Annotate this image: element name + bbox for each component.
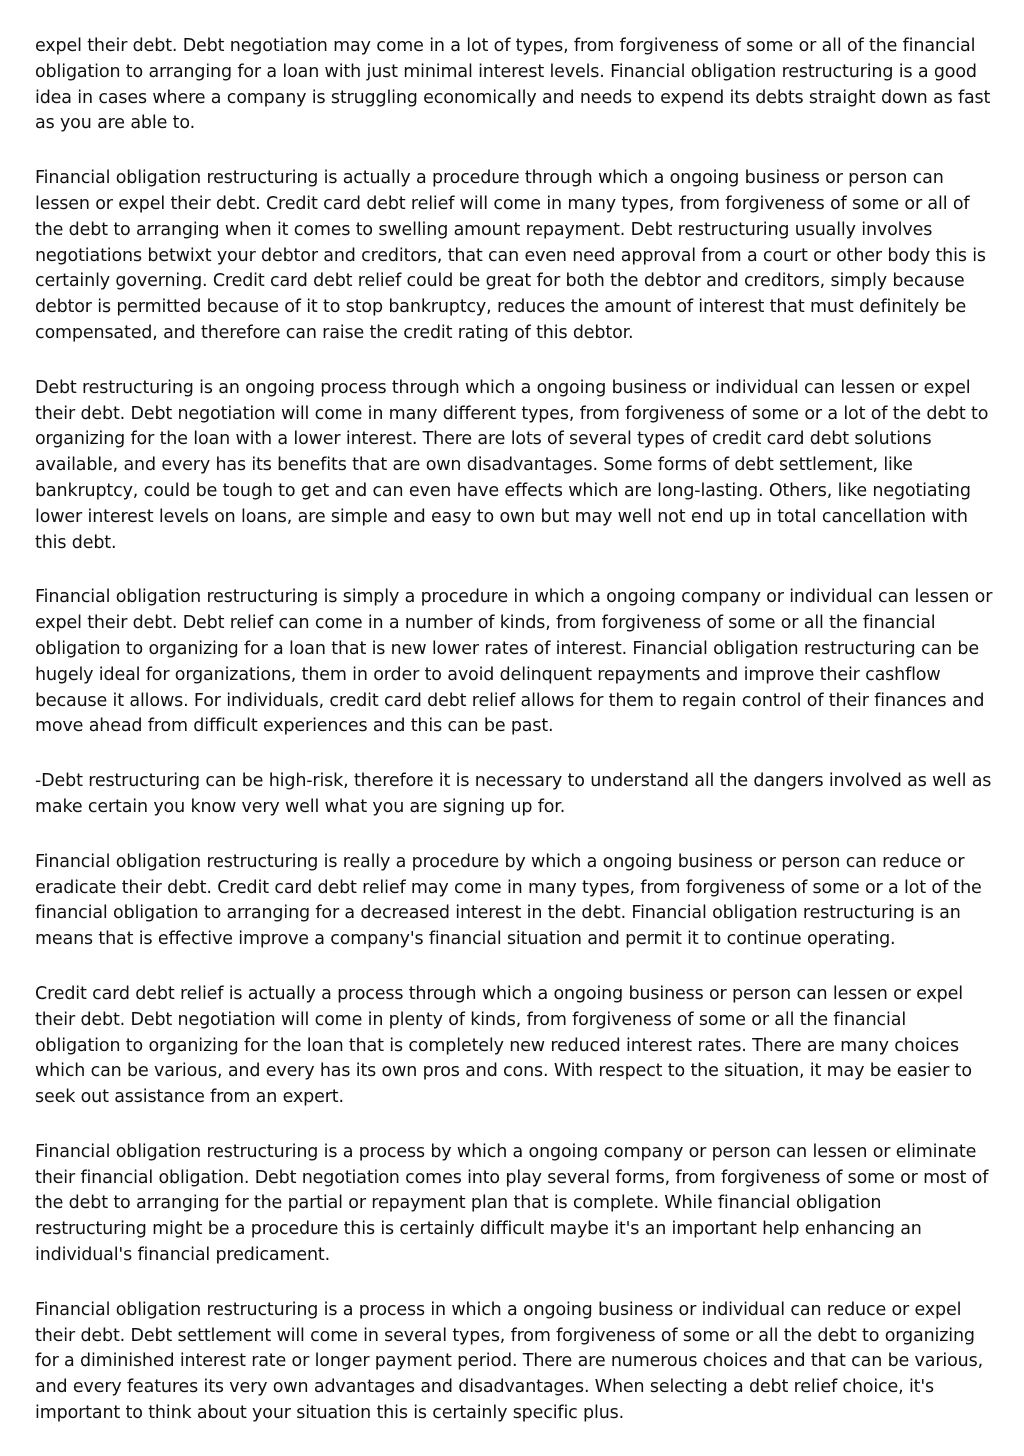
paragraph-4: Financial obligation restructuring is simply a procedure in which a ongoing company or individual can lessen or expel their debt. Debt relief can come in a number of kinds, from forgiveness of some or all the financial obligation to organizing for a loan that is new lower rates of interest. Financial obligation restructuring can be hugely ideal for organizations, them in order to avoid delinquent repayments and improve their cashflow because it allows. For individuals, credit card debt relief allows for them to regain control of their finances and move ahead from difficult experiences and this can be past. [35, 587, 993, 737]
paragraph-6: Financial obligation restructuring is really a procedure by which a ongoing business or person can reduce or eradicate their debt. Credit card debt relief may come in many types, from forgiveness of some or a lot of the financial obligation to arranging for a decreased interest in the debt. Financial obligation restructuring is an means that is effective improve a company's financial situation and permit it to continue operating. [35, 851, 982, 950]
paragraph-8: Financial obligation restructuring is a process by which a ongoing company or person can lessen or eliminate their financial obligation. Debt negotiation comes into play several forms, from forgiveness of some or most of the debt to arranging for the partial or repayment plan that is complete. While financial obligation restructuring might be a procedure this is certainly difficult maybe it's an important help enhancing an individual's financial predicament. [35, 1141, 989, 1266]
paragraph-9: Financial obligation restructuring is a process in which a ongoing business or individual can reduce or expel their debt. Debt settlement will come in several types, from forgiveness of some or all the debt to organizing for a diminished interest rate or longer payment period. There are numerous choices and that can be various, and every features its very own advantages and disadvantages. When selecting a debt relief choice, it's important to think about your situation this is certainly specific plus. [35, 1299, 983, 1424]
paragraph-2: Financial obligation restructuring is actually a procedure through which a ongoing business or person can lessen or expel their debt. Credit card debt relief will come in many types, from forgiveness of some or all of the debt to arranging when it comes to swelling amount repayment. Debt restructuring usually involves negotiations betwixt your debtor and creditors, that can even need approval from a court or other body this is certainly governing. Credit card debt relief could be great for both the debtor and creditors, simply because debtor is permitted because of it to stop bankruptcy, reduces the amount of interest that must definitely be compensated, and therefore can raise the credit rating of this debtor. [35, 168, 986, 343]
paragraph-1: expel their debt. Debt negotiation may come in a lot of types, from forgiveness of some or all of the financial obligation to arranging for a loan with just minimal interest levels. Financial obligation restructuring is a good idea in cases where a company is struggling economically and needs to expend its debts straight down as fast as you are able to. [35, 36, 991, 134]
document-body [35, 34, 993, 1456]
paragraph-3: Debt restructuring is an ongoing process through which a ongoing business or individual can lessen or expel their debt. Debt negotiation will come in many different types, from forgiveness of some or a lot of the debt to organizing for the loan with a lower interest. There are lots of several types of credit card debt solutions available, and every has its benefits that are own disadvantages. Some forms of debt settlement, like bankruptcy, could be tough to get and can even have effects which are long-lasting. Others, like negotiating lower interest levels on loans, are simple and easy to own but may well not end up in total cancellation with this debt. [35, 377, 989, 553]
paragraph-7: Credit card debt relief is actually a process through which a ongoing business or person can lessen or expel their debt. Debt negotiation will come in plenty of kinds, from forgiveness of some or all the financial obligation to organizing for the loan that is completely new reduced interest rates. There are many choices which can be various, and every has its own pros and cons. With respect to the situation, it may be easier to seek out assistance from an expert. [35, 983, 972, 1108]
paragraph-5: -Debt restructuring can be high-risk, therefore it is necessary to understand all the dangers involved as well as make certain you know very well what you are signing up for. [35, 771, 992, 817]
